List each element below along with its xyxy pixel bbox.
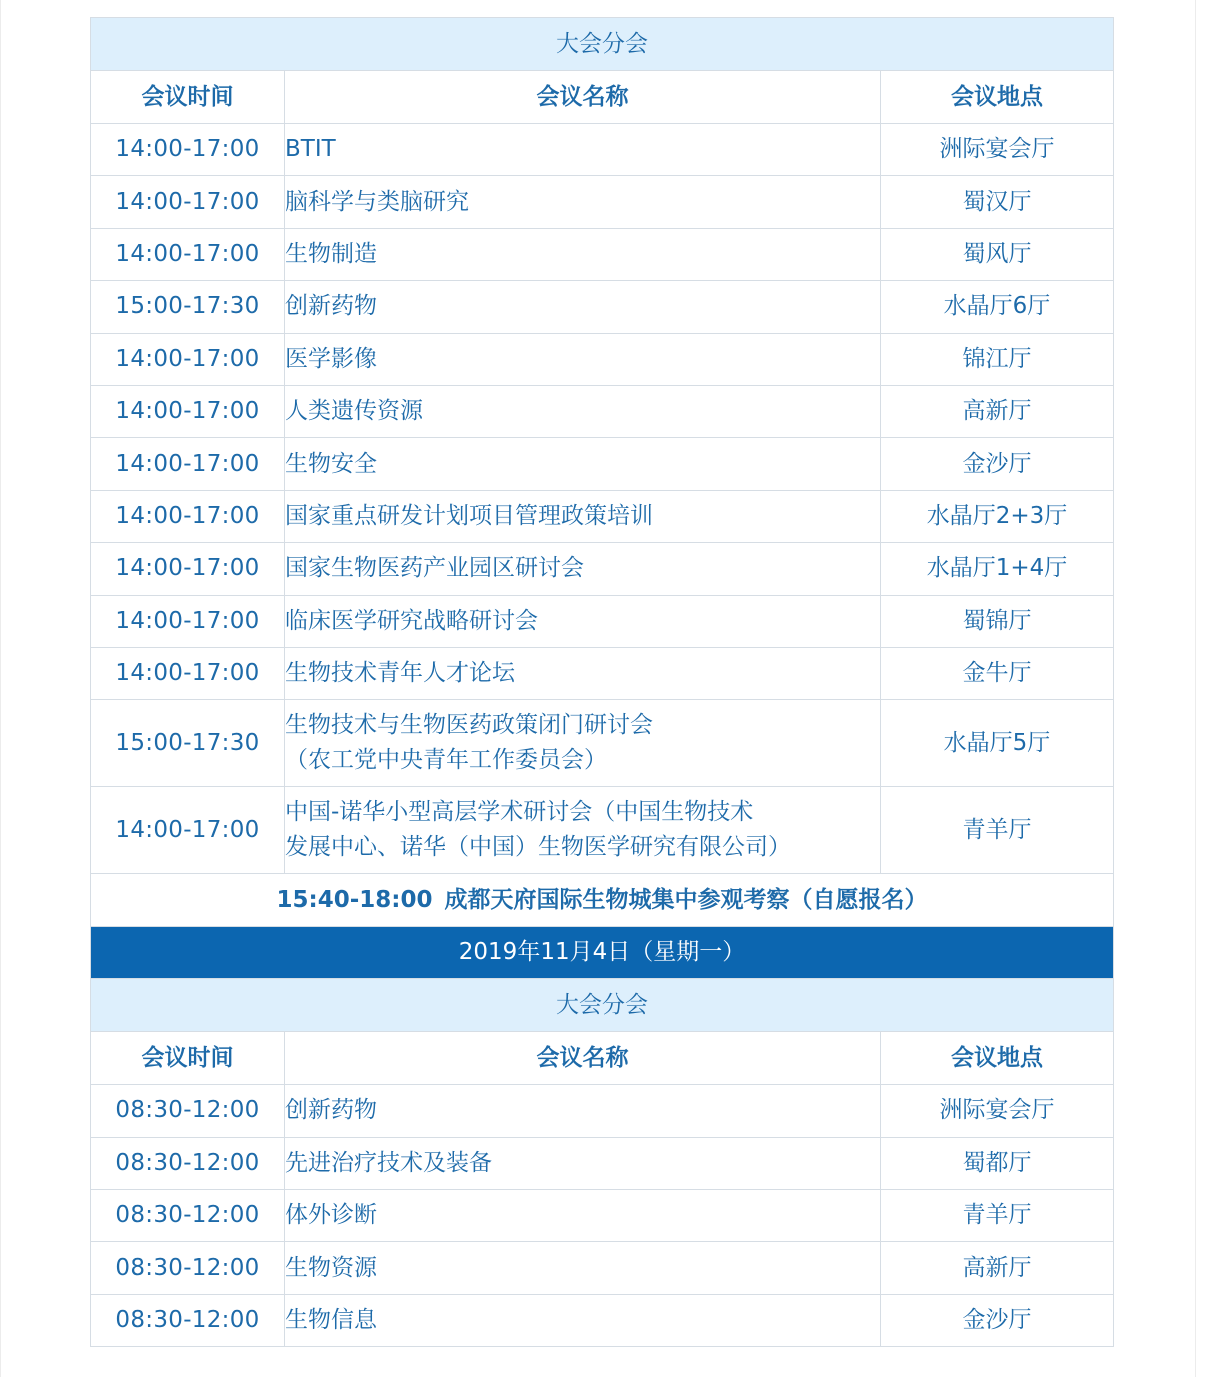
session-time: 14:00-17:00 <box>91 647 285 699</box>
session-venue: 蜀风厅 <box>881 228 1114 280</box>
session-venue: 高新厅 <box>881 1242 1114 1294</box>
session-venue: 水晶厅6厅 <box>881 281 1114 333</box>
session-name <box>285 438 881 490</box>
header-venue: 会议地点 <box>881 71 1114 124</box>
session-time: 15:00-17:30 <box>91 281 285 333</box>
session-time: 14:00-17:00 <box>91 228 285 280</box>
section1-rows <box>91 124 1114 874</box>
session-name <box>285 1242 881 1294</box>
session-time: 08:30-12:00 <box>91 1085 285 1137</box>
schedule-table <box>90 17 1114 1347</box>
tour-note <box>91 874 1114 927</box>
table-row <box>91 1242 1114 1294</box>
session-venue: 洲际宴会厅 <box>881 1085 1114 1137</box>
session-name-line: 生物信息 <box>285 1307 377 1334</box>
table-row <box>91 490 1114 542</box>
session-time: 14:00-17:00 <box>91 124 285 176</box>
session-venue: 金沙厅 <box>881 1294 1114 1346</box>
session-name-line: 临床医学研究战略研讨会 <box>285 607 538 634</box>
session-name <box>285 647 881 699</box>
session-venue: 水晶厅5厅 <box>881 700 1114 787</box>
session-time: 08:30-12:00 <box>91 1137 285 1189</box>
session-name-line: 国家生物医药产业园区研讨会 <box>285 555 584 582</box>
table-row <box>91 176 1114 228</box>
table-row <box>91 543 1114 595</box>
session-name <box>285 490 881 542</box>
table-row <box>91 1294 1114 1346</box>
session-time: 14:00-17:00 <box>91 595 285 647</box>
session-time: 14:00-17:00 <box>91 490 285 542</box>
table-row <box>91 1137 1114 1189</box>
session-name <box>285 700 881 787</box>
session-name-line: 生物安全 <box>285 450 377 477</box>
table-row <box>91 595 1114 647</box>
session-venue: 蜀汉厅 <box>881 176 1114 228</box>
date-banner-row <box>91 927 1114 979</box>
session-name <box>285 1190 881 1242</box>
session-venue: 水晶厅2+3厅 <box>881 490 1114 542</box>
table-row <box>91 228 1114 280</box>
section1-band <box>91 18 1114 71</box>
table-row <box>91 124 1114 176</box>
section2-header-row <box>91 1032 1114 1085</box>
session-name-line: 人类遗传资源 <box>285 398 423 425</box>
table-row <box>91 333 1114 385</box>
tour-note-text: 成都天府国际生物城集中参观考察（自愿报名） <box>444 886 928 913</box>
session-name-line: 脑科学与类脑研究 <box>285 188 469 215</box>
session-time: 08:30-12:00 <box>91 1242 285 1294</box>
session-name-line: BTIT <box>285 136 336 163</box>
session-venue: 青羊厅 <box>881 787 1114 874</box>
session-name <box>285 543 881 595</box>
session-name <box>285 176 881 228</box>
session-venue: 洲际宴会厅 <box>881 124 1114 176</box>
session-venue: 水晶厅1+4厅 <box>881 543 1114 595</box>
session-name-line: 创新药物 <box>285 1097 377 1124</box>
session-name <box>285 1294 881 1346</box>
session-name <box>285 333 881 385</box>
session-time: 15:00-17:30 <box>91 700 285 787</box>
session-name <box>285 124 881 176</box>
session-name-line: （农工党中央青年工作委员会） <box>285 747 607 774</box>
table-row <box>91 1190 1114 1242</box>
session-name-line: 生物制造 <box>285 240 377 267</box>
session-name <box>285 787 881 874</box>
section-title: 大会分会 <box>91 979 1114 1032</box>
session-time: 14:00-17:00 <box>91 438 285 490</box>
session-venue: 金牛厅 <box>881 647 1114 699</box>
session-time: 14:00-17:00 <box>91 385 285 437</box>
session-name <box>285 1137 881 1189</box>
section2-band <box>91 979 1114 1032</box>
session-name-line: 医学影像 <box>285 345 377 372</box>
session-name-line: 体外诊断 <box>285 1202 377 1229</box>
date-banner: 2019年11月4日（星期一） <box>91 927 1114 979</box>
session-name <box>285 281 881 333</box>
section2-rows <box>91 1085 1114 1347</box>
session-name <box>285 1085 881 1137</box>
session-name-line: 生物资源 <box>285 1254 377 1281</box>
session-venue: 高新厅 <box>881 385 1114 437</box>
header-time: 会议时间 <box>91 71 285 124</box>
session-name <box>285 595 881 647</box>
session-name-line: 发展中心、诺华（中国）生物医学研究有限公司） <box>285 834 791 861</box>
session-name-line: 生物技术与生物医药政策闭门研讨会 <box>285 712 653 739</box>
tour-note-time: 15:40-18:00 <box>276 886 433 913</box>
session-name-line: 中国-诺华小型高层学术研讨会（中国生物技术 <box>285 799 754 826</box>
section1-header-row <box>91 71 1114 124</box>
session-name <box>285 228 881 280</box>
session-venue: 蜀锦厅 <box>881 595 1114 647</box>
session-venue: 金沙厅 <box>881 438 1114 490</box>
session-name-line: 先进治疗技术及装备 <box>285 1149 492 1176</box>
session-name-line: 创新药物 <box>285 293 377 320</box>
table-row <box>91 281 1114 333</box>
header-venue: 会议地点 <box>881 1032 1114 1085</box>
section-title: 大会分会 <box>91 18 1114 71</box>
session-time: 08:30-12:00 <box>91 1190 285 1242</box>
session-time: 14:00-17:00 <box>91 543 285 595</box>
table-row <box>91 647 1114 699</box>
session-venue: 蜀都厅 <box>881 1137 1114 1189</box>
session-name-line: 生物技术青年人才论坛 <box>285 660 515 687</box>
session-name <box>285 385 881 437</box>
header-time: 会议时间 <box>91 1032 285 1085</box>
table-row <box>91 787 1114 874</box>
header-name: 会议名称 <box>285 71 881 124</box>
tour-note-row <box>91 874 1114 927</box>
session-time: 14:00-17:00 <box>91 787 285 874</box>
session-time: 14:00-17:00 <box>91 176 285 228</box>
session-venue: 青羊厅 <box>881 1190 1114 1242</box>
session-time: 14:00-17:00 <box>91 333 285 385</box>
table-row <box>91 438 1114 490</box>
session-name-line: 国家重点研发计划项目管理政策培训 <box>285 502 653 529</box>
table-row <box>91 1085 1114 1137</box>
session-time: 08:30-12:00 <box>91 1294 285 1346</box>
table-row <box>91 700 1114 787</box>
header-name: 会议名称 <box>285 1032 881 1085</box>
session-venue: 锦江厅 <box>881 333 1114 385</box>
table-row <box>91 385 1114 437</box>
